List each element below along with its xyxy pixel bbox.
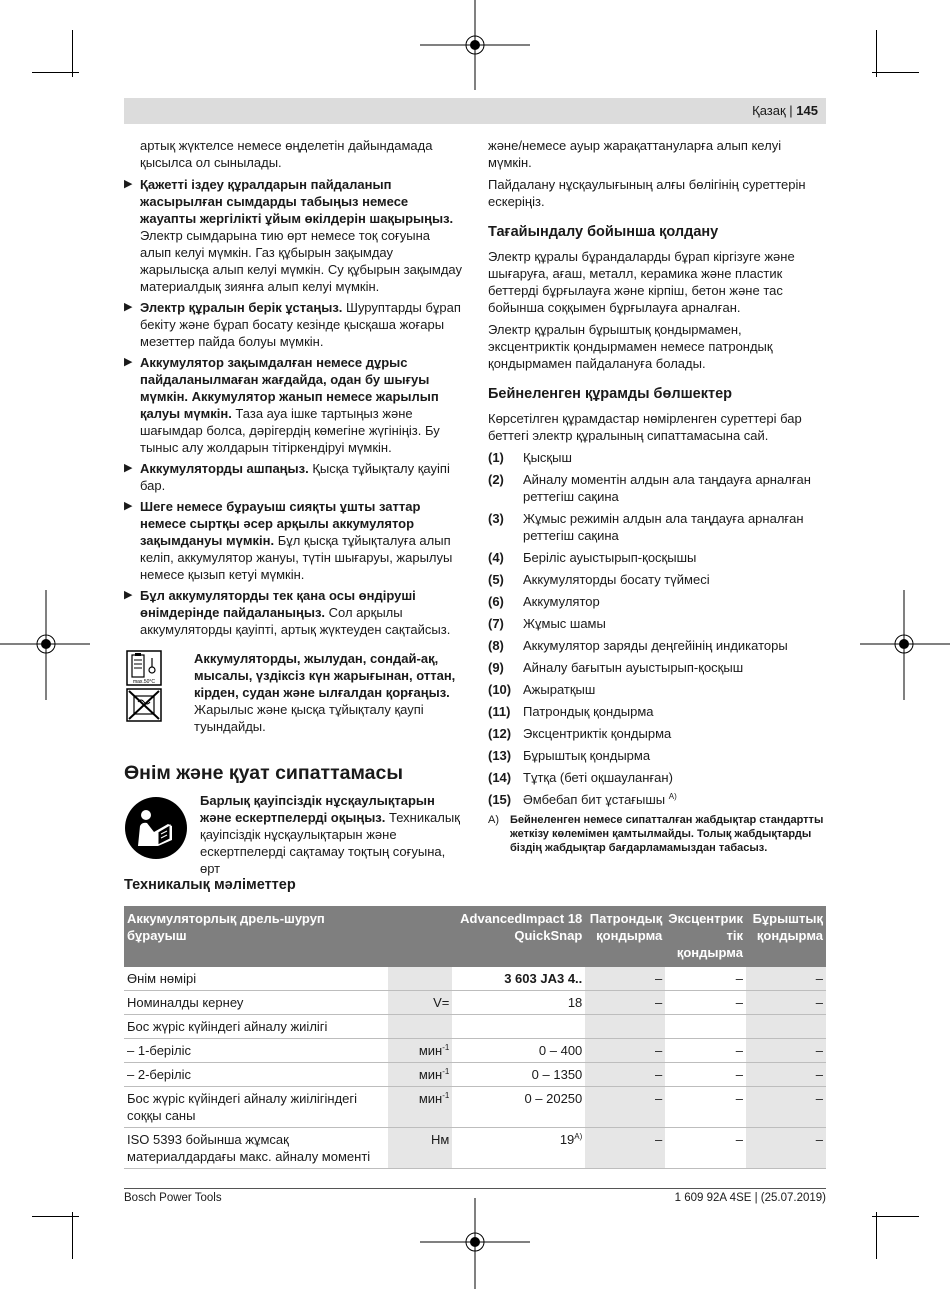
part-number: (9)	[488, 660, 504, 675]
column-header-unit	[388, 906, 452, 967]
row-label: Бос жүріс күйіндегі айналу жиілігі	[124, 1015, 388, 1039]
footnote-text: Бейнеленген немесе сипатталған жабдықтар стандартты жеткізу көлемімен қамтылмайды. Толық жабдықтарды біздің жабдықтар бағдарламамыздан табасыз.	[510, 814, 824, 854]
temp-icon-label: max.50°C	[132, 679, 156, 685]
read-bold: Барлық қауіпсіздік нұсқаулықтарын және ескертпелерді оқыңыз.	[200, 793, 435, 825]
crop-mark	[32, 72, 79, 73]
row-cell-eccentric: –	[665, 991, 746, 1015]
bullet-text: Сол арқылы аккумуляторды қауіпті, артық жүктеуден сақтайсыз.	[140, 605, 451, 637]
header-line: Эксцентрик	[668, 911, 743, 926]
part-item	[488, 593, 826, 610]
column-header	[585, 906, 665, 967]
table-row	[124, 1039, 826, 1063]
part-item	[488, 615, 826, 632]
row-cell-chuck: –	[585, 967, 665, 991]
bullet-bold: Аккумулятор зақымдалған немесе дұрыс пайдаланылмаған жағдайда, одан бу шығуы мүмкін. Аккумулятор жанып немесе жарылып қалуы мүмкін.	[140, 355, 439, 421]
row-value	[452, 1063, 585, 1087]
row-cell-chuck: –	[585, 1128, 665, 1169]
row-value	[452, 1128, 585, 1169]
part-item	[488, 637, 826, 654]
part-label: Аккумулятор	[523, 594, 600, 609]
part-number: (11)	[488, 704, 511, 719]
battery-protection-warning	[194, 650, 466, 735]
value-text: 3 603 JA3 4..	[504, 971, 583, 986]
part-item	[488, 471, 826, 505]
row-unit	[388, 1087, 452, 1128]
crop-mark	[872, 1216, 919, 1217]
row-cell-chuck: –	[585, 1063, 665, 1087]
part-number: (5)	[488, 572, 504, 587]
row-label: ISO 5393 бойынша жұмсақ материалдардағы макс. айналу моменті	[124, 1128, 388, 1169]
crop-mark	[872, 72, 919, 73]
header-line: AdvancedImpact 18	[460, 911, 583, 926]
part-label: Айналу моментін алдын ала таңдауға арналған реттегіш сақина	[523, 472, 811, 504]
crop-mark	[72, 1212, 73, 1259]
bullet-bold: Электр құралын берік ұстаңыз.	[140, 300, 343, 315]
table-row	[124, 1128, 826, 1169]
footnote	[488, 813, 826, 855]
parts-list	[488, 449, 826, 808]
part-label: Айналу бағытын ауыстырып-қосқыш	[523, 660, 744, 675]
value-text: 0 – 1350	[531, 1067, 583, 1082]
table-row	[124, 967, 826, 991]
paragraph: Пайдалану нұсқаулығының алғы бөлігінің суреттерін ескеріңіз.	[488, 177, 806, 209]
part-item	[488, 791, 826, 808]
paragraph: және/немесе ауыр жарақаттануларға алып келуі мүмкін.	[488, 138, 782, 170]
bullet-text: Бұл қысқа тұйықталуға алып келіп, аккумулятор жануы, түтін шығаруы, жарылуы немесе қызып кетуі мүмкін.	[140, 533, 453, 582]
table-row	[124, 1015, 826, 1039]
column-header	[452, 906, 585, 967]
value-text: 19	[559, 1132, 575, 1147]
bullet-bold: Шеге немесе бұрауыш сияқты ұшты заттар немесе сыртқы әсер арқылы аккумулятор зақымдануы мүмкін.	[140, 499, 421, 548]
row-cell-angle	[746, 1015, 826, 1039]
unit-text: V=	[433, 995, 450, 1010]
row-label: – 2-беріліс	[124, 1063, 388, 1087]
row-unit	[388, 1128, 452, 1169]
table-row	[124, 1063, 826, 1087]
left-column	[124, 137, 464, 642]
row-cell-eccentric: –	[665, 1063, 746, 1087]
crop-mark	[72, 30, 73, 77]
row-value	[452, 967, 585, 991]
bullet-text: Шуруптарды бұрап бекіту және бұрап босату кезінде қысқаша жоғары мезеттер пайда болуы мүмкін.	[140, 300, 461, 349]
row-value	[452, 991, 585, 1015]
paragraph: Электр құралы бұрандаларды бұрап кіргізуге және шығаруға, ағаш, металл, керамика және пластик беттерді бұрғылауға және кірпіш, бетон және тас бойынша соққымен бұрғылауға арналған.	[488, 249, 795, 315]
bullet-triangle-icon: ▶	[124, 301, 133, 313]
row-cell-eccentric: –	[665, 1039, 746, 1063]
row-cell-chuck: –	[585, 1039, 665, 1063]
part-label: Жұмыс шамы	[523, 616, 606, 631]
warning-text: Жарылыс және қысқа тұйықталу қаупі туындайды.	[194, 702, 424, 734]
part-label: Беріліс ауыстырып-қосқышы	[523, 550, 697, 565]
part-number: (15)	[488, 792, 512, 807]
part-label: Аккумулятор заряды деңгейінің индикаторы	[523, 638, 788, 653]
tech-data-table	[124, 906, 826, 1169]
part-item	[488, 549, 826, 566]
safety-bullet	[124, 299, 464, 350]
footnote-label: A)	[488, 814, 499, 826]
registration-target-icon	[0, 590, 90, 700]
paragraph: Электр құралын бұрыштық қондырмамен, эксцентриктік қондырмамен немесе патрондық қондырмамен пайдалануға болады.	[488, 322, 773, 371]
value-footnote-mark: A)	[574, 1132, 583, 1141]
read-instructions-note	[200, 792, 465, 877]
read-manual-icon	[124, 796, 188, 860]
value-text: 0 – 400	[538, 1043, 583, 1058]
header-line: тік	[726, 928, 743, 943]
unit-text: мин	[418, 1043, 443, 1058]
part-label: Тұтқа (беті оқшауланған)	[523, 770, 673, 785]
part-number: (1)	[488, 450, 504, 465]
bullet-text: Электр сымдарына тию өрт немесе тоқ соғуына алып келуі мүмкін. Газ құбырын зақымдау жарылысқа алып келуі мүмкін. Су құбырын зақымдау материалдық зиянға алып келуі мүмкін.	[140, 228, 463, 294]
part-label: Қысқыш	[523, 450, 572, 465]
part-item	[488, 725, 826, 742]
bullet-triangle-icon: ▶	[124, 500, 133, 512]
row-cell-angle: –	[746, 1128, 826, 1169]
header-line: QuickSnap	[514, 928, 583, 943]
crop-mark	[32, 1216, 79, 1217]
footer-right: 1 609 92A 4SE | (25.07.2019)	[674, 1192, 826, 1204]
column-header	[746, 906, 826, 967]
header-line: қондырма	[756, 928, 823, 943]
table-row	[124, 991, 826, 1015]
row-unit	[388, 1039, 452, 1063]
row-value	[452, 1039, 585, 1063]
header-section: Қазақ	[752, 103, 786, 118]
bullet-triangle-icon: ▶	[124, 589, 133, 601]
heading-usage: Тағайындалу бойынша қолдану	[488, 224, 719, 240]
part-number: (10)	[488, 682, 512, 697]
part-number: (7)	[488, 616, 504, 631]
unit-exponent: -1	[442, 1067, 450, 1076]
column-header	[665, 906, 746, 967]
safety-bullet	[124, 460, 464, 494]
unit-exponent: -1	[442, 1043, 450, 1052]
row-label: – 1-беріліс	[124, 1039, 388, 1063]
row-cell-chuck: –	[585, 1087, 665, 1128]
part-label: Бұрыштық қондырма	[523, 748, 651, 763]
safety-bullet	[124, 354, 464, 456]
right-column	[488, 137, 826, 855]
row-value	[452, 1087, 585, 1128]
part-item	[488, 449, 826, 466]
part-item	[488, 747, 826, 764]
crop-mark	[876, 1212, 877, 1259]
row-label: Бос жүріс күйіндегі айналу жиілігіндегі соққы саны	[124, 1087, 388, 1128]
bullet-triangle-icon: ▶	[124, 356, 133, 368]
bullet-triangle-icon: ▶	[124, 462, 133, 474]
value-text: 18	[567, 995, 583, 1010]
header-line: Бұрыштық	[752, 911, 823, 926]
row-cell-angle: –	[746, 1039, 826, 1063]
part-number: (4)	[488, 550, 504, 565]
header-text: Қазақ | 145	[752, 103, 818, 118]
section-title: Өнім және қуат сипаттамасы	[124, 762, 403, 784]
part-number: (6)	[488, 594, 504, 609]
column-header: Аккумуляторлық дрель-шуруп бұрауыш	[124, 906, 388, 967]
row-value	[452, 1015, 585, 1039]
footer-divider	[124, 1188, 826, 1189]
bullet-bold: Қажетті іздеу құралдарын пайдаланып жасырылған сымдарды табыңыз немесе жауапты жергілікті ұйым өкілдерін шақырыңыз.	[140, 177, 454, 226]
bullet-bold: Аккумуляторды ашпаңыз.	[140, 461, 309, 476]
part-item	[488, 703, 826, 720]
part-number: (8)	[488, 638, 504, 653]
tech-data-title: Техникалық мәліметтер	[124, 877, 296, 893]
part-item	[488, 510, 826, 544]
row-label: Өнім нөмірі	[124, 967, 388, 991]
unit-text: Нм	[431, 1132, 450, 1147]
part-footnote-mark: A)	[668, 792, 677, 801]
part-label: Жұмыс режимін алдын ала таңдауға арналған реттегіш сақина	[523, 511, 804, 543]
paragraph: артық жүктелсе немесе өңделетін дайындамада қысылса ол сынылады.	[140, 138, 433, 170]
bullet-text: Таза ауа ішке тартыңыз және шағымдар болса, дәрігердің көмегіне жүгініңіз. Бу тыныс алу жолдарын тітіркендіруі мүмкін.	[140, 406, 440, 455]
safety-bullet	[124, 498, 464, 583]
part-number: (3)	[488, 511, 504, 526]
crop-mark	[876, 30, 877, 77]
part-label: Ажыратқыш	[523, 682, 596, 697]
part-number: (2)	[488, 472, 504, 487]
part-item	[488, 769, 826, 786]
unit-text: мин	[418, 1091, 443, 1106]
no-water-battery-icon	[126, 688, 162, 722]
header-line: қондырма	[676, 945, 743, 960]
row-unit	[388, 967, 452, 991]
value-text: 0 – 20250	[524, 1091, 583, 1106]
row-label: Номиналды кернеу	[124, 991, 388, 1015]
read-text: Техникалық қауіпсіздік нұсқаулықтарын және ескертпелерді сақтамау тоқтың соғуына, өрт	[200, 810, 460, 876]
safety-bullet	[124, 587, 464, 638]
registration-target-icon	[860, 590, 950, 700]
part-number: (14)	[488, 770, 512, 785]
temperature-warning-icon	[126, 650, 162, 686]
header-line: қондырма	[596, 928, 663, 943]
warning-bold: Аккумуляторды, жылудан, сондай-ақ, мысалы, үздіксіз күн жарығынан, оттан, кірден, судан және ылғалдан қорғаңыз.	[194, 651, 456, 700]
row-cell-chuck	[585, 1015, 665, 1039]
row-cell-eccentric	[665, 1015, 746, 1039]
page-header	[124, 98, 826, 124]
bullet-bold: Бұл аккумуляторды тек қана осы өндіруші өнімдерінде пайдаланыңыз.	[140, 588, 416, 620]
paragraph: Көрсетілген құрамдастар нөмірленген суреттері бар беттегі электр құралының сипаттамасына сай.	[488, 411, 802, 443]
row-cell-angle: –	[746, 967, 826, 991]
safety-bullet	[124, 176, 464, 295]
part-item	[488, 659, 826, 676]
heading-parts: Бейнеленген құрамды бөлшектер	[488, 386, 732, 402]
registration-target-icon	[420, 0, 530, 90]
part-number: (13)	[488, 748, 512, 763]
part-label: Патрондық қондырма	[523, 704, 654, 719]
row-cell-angle: –	[746, 991, 826, 1015]
unit-text: мин	[418, 1067, 443, 1082]
header-line: Патрондық	[589, 911, 663, 926]
part-label: Эксцентриктік қондырма	[523, 726, 672, 741]
part-label: Әмбебап бит ұстағышы	[523, 792, 666, 807]
registration-target-icon	[420, 1198, 530, 1289]
footer-left: Bosch Power Tools	[124, 1192, 222, 1204]
row-cell-eccentric: –	[665, 967, 746, 991]
bullet-text: Қысқа тұйықталу қауіпі бар.	[140, 461, 450, 493]
part-label: Аккумуляторды босату түймесі	[523, 572, 710, 587]
row-unit	[388, 991, 452, 1015]
row-cell-eccentric: –	[665, 1087, 746, 1128]
row-cell-eccentric: –	[665, 1128, 746, 1169]
table-header-row	[124, 906, 826, 967]
part-item	[488, 681, 826, 698]
page-number: 145	[796, 103, 818, 118]
unit-exponent: -1	[442, 1091, 450, 1100]
bullet-triangle-icon: ▶	[124, 178, 133, 190]
row-cell-angle: –	[746, 1087, 826, 1128]
row-unit	[388, 1063, 452, 1087]
part-item	[488, 571, 826, 588]
part-number: (12)	[488, 726, 512, 741]
row-unit	[388, 1015, 452, 1039]
table-row	[124, 1087, 826, 1128]
row-cell-angle: –	[746, 1063, 826, 1087]
row-cell-chuck: –	[585, 991, 665, 1015]
